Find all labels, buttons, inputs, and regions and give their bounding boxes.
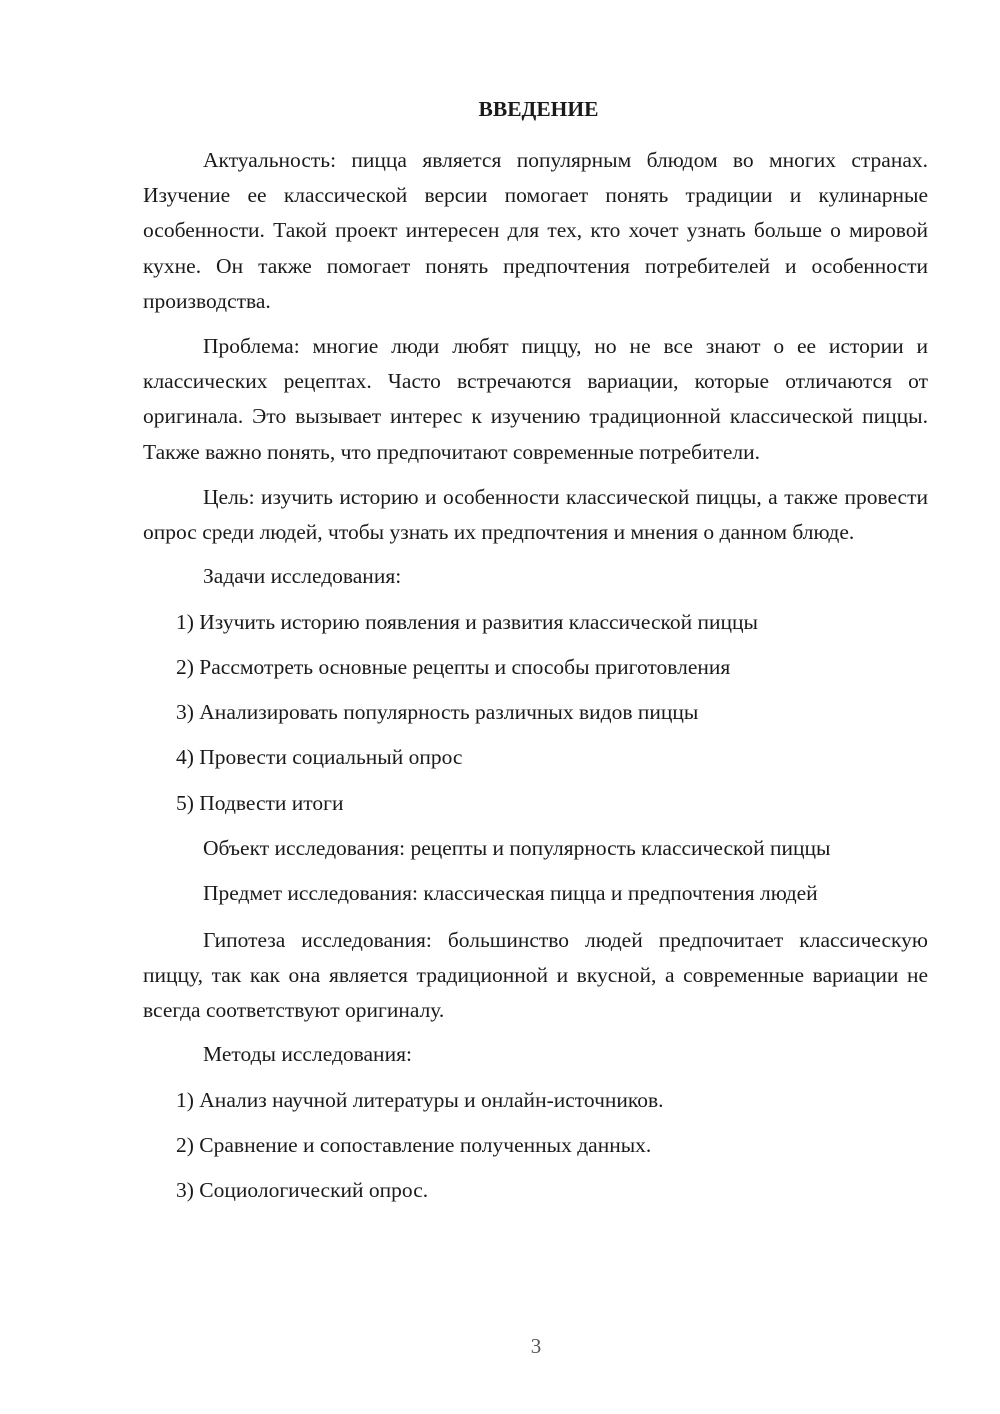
method-item: 3) Социологический опрос. xyxy=(176,1178,429,1203)
hypothesis-paragraph: Гипотеза исследования: большинство людей предпочитает классическую пиццу, так как она является традиционной и вкусной, а современные вариации не всегда соответствуют оригиналу. xyxy=(143,927,928,1023)
method-item: 2) Сравнение и сопоставление полученных данных. xyxy=(176,1132,652,1157)
task-item: 2) Рассмотреть основные рецепты и способы приготовления xyxy=(176,654,731,679)
task-item: 4) Провести социальный опрос xyxy=(176,745,463,770)
task-item: 5) Подвести итоги xyxy=(176,790,344,815)
research-subject: Предмет исследования: классическая пицца и предпочтения людей xyxy=(203,881,818,906)
document-page xyxy=(143,92,928,1213)
goal-paragraph: Цель: изучить историю и особенности классической пиццы, а также провести опрос среди людей, чтобы узнать их предпочтения и мнения о данном блюде. xyxy=(143,484,928,545)
task-item: 3) Анализировать популярность различных видов пиццы xyxy=(176,700,699,725)
problem-paragraph: Проблема: многие люди любят пиццу, но не все знают о ее истории и классических рецептах. Часто встречаются вариации, которые отличаются от оригинала. Это вызывает интерес к изучению традиционной классической пиццы. Также важно понять, что предпочитают современные потребители. xyxy=(143,334,928,464)
tasks-heading: Задачи исследования: xyxy=(203,564,402,589)
section-title: ВВЕДЕНИЕ xyxy=(478,97,599,121)
methods-heading: Методы исследования: xyxy=(203,1042,412,1067)
research-object: Объект исследования: рецепты и популярность классической пиццы xyxy=(203,836,831,861)
method-item: 1) Анализ научной литературы и онлайн-источников. xyxy=(176,1087,664,1112)
page-number: 3 xyxy=(530,1334,542,1358)
task-item: 1) Изучить историю появления и развития классической пиццы xyxy=(176,609,758,634)
relevance-paragraph: Актуальность: пицца является популярным блюдом во многих странах. Изучение ее классической версии помогает понять традиции и кулинарные особенности. Такой проект интересен для тех, кто хочет узнать больше о мировой кухне. Он также помогает понять предпочтения потребителей и особенности производства. xyxy=(143,148,928,313)
